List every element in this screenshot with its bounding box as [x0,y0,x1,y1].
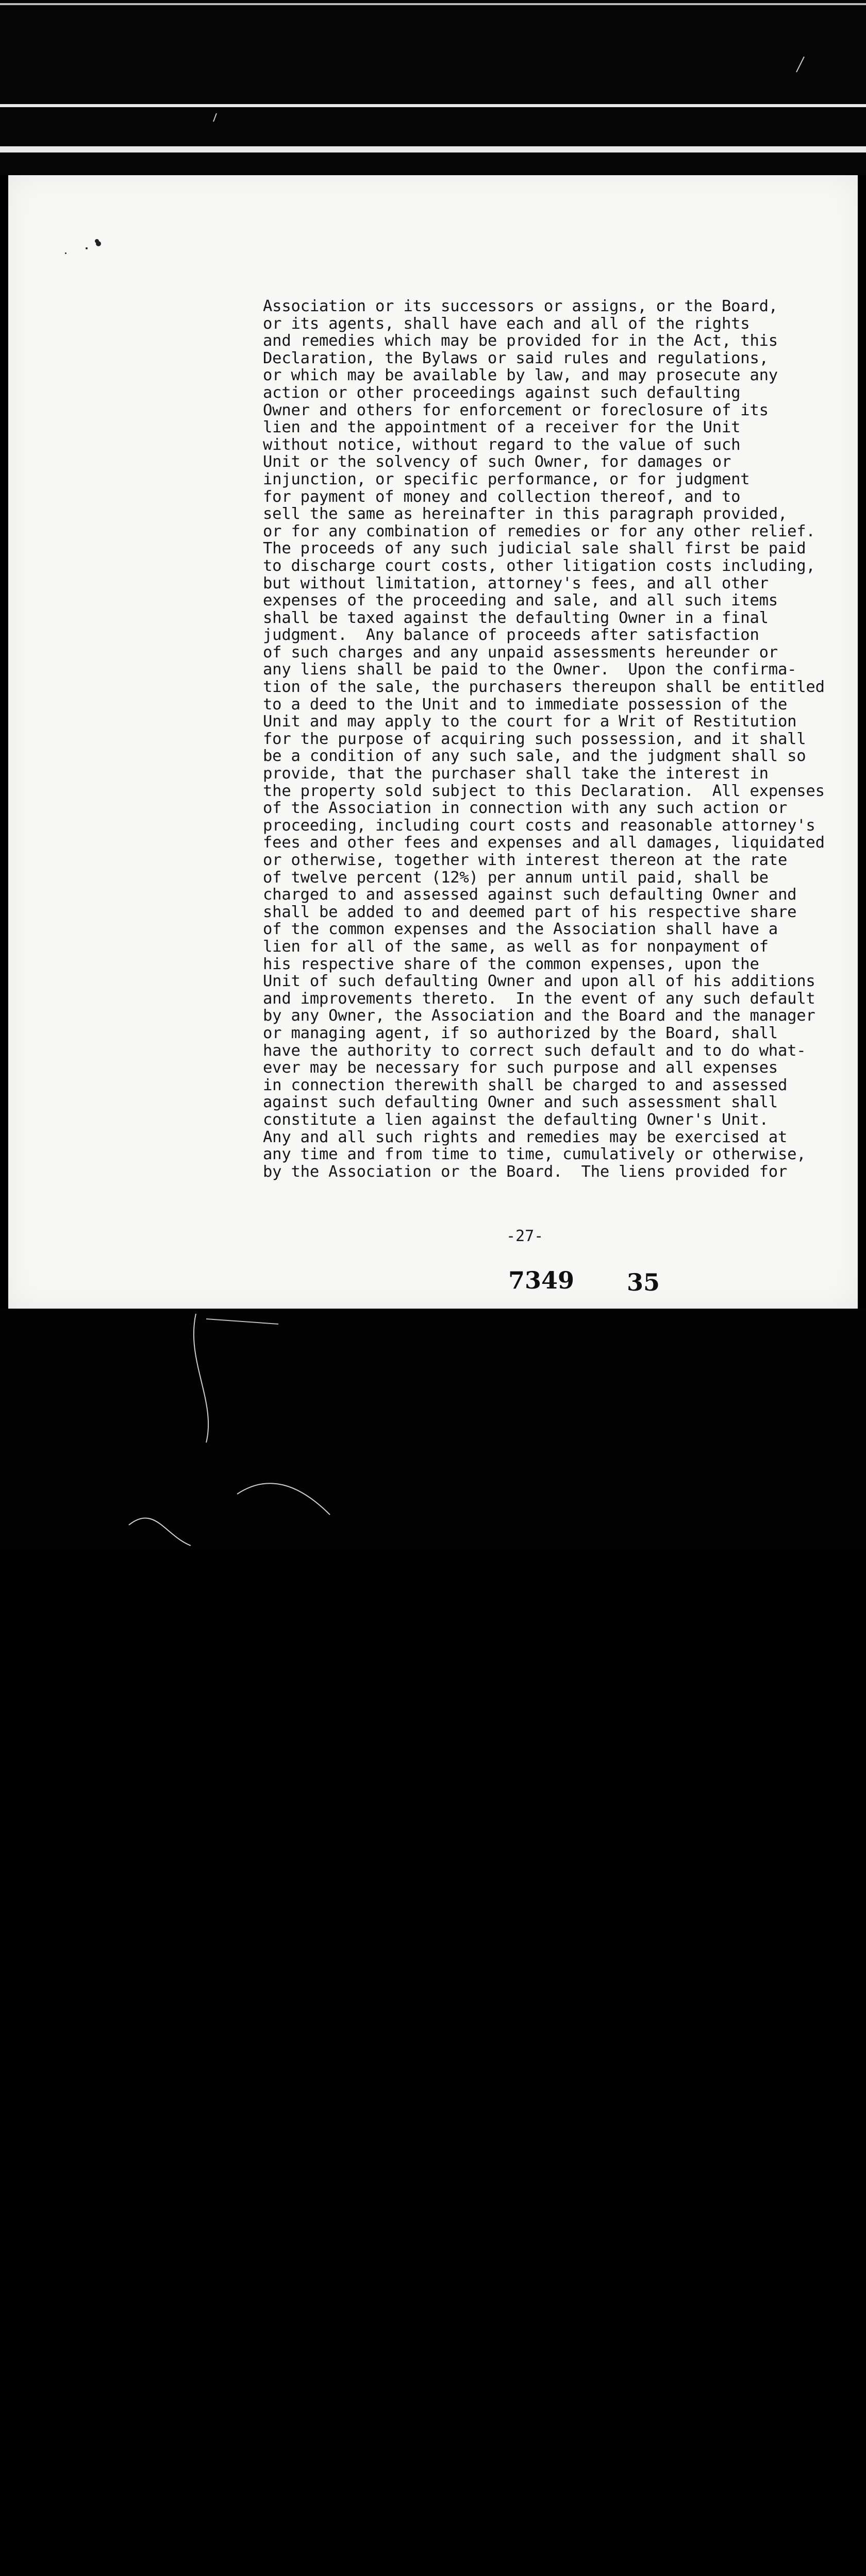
page-number: -27- [506,1227,544,1245]
text-line: Unit of such defaulting Owner and upon all of his additions [263,972,815,991]
text-line: proceeding, including court costs and reasonable attorney's [263,816,815,835]
text-line: The proceeds of any such judicial sale shall first be paid [263,539,806,558]
text-line: by the Association or the Board. The liens provided for [263,1162,788,1181]
text-line: Unit and may apply to the court for a Writ of Restitution [263,713,797,731]
text-line: or managing agent, if so authorized by the Board, shall [263,1024,778,1042]
text-line: or for any combination of remedies or for any other relief. [263,522,815,540]
text-line: lien and the appointment of a receiver for the Unit [263,418,741,437]
text-line: Any and all such rights and remedies may be exercised at [263,1128,788,1146]
text-line: judgment. Any balance of proceeds after satisfaction [263,626,759,645]
text-line: injunction, or specific performance, or for judgment [263,470,750,488]
text-line: without notice, without regard to the value of such [263,435,741,454]
text-line: his respective share of the common expenses, upon the [263,955,759,973]
text-line: any liens shall be paid to the Owner. Upon the confirma- [263,660,797,679]
text-line: in connection therewith shall be charged to and assessed [263,1076,788,1094]
text-line: have the authority to correct such default and to do what- [263,1041,806,1060]
text-line: sell the same as hereinafter in this paragraph provided, [263,505,788,523]
text-line: be a condition of any such sale, and the judgment shall so [263,747,806,766]
recording-page-number: 35 [627,1268,660,1296]
text-line: Association or its successors or assigns, or the Board, [263,297,778,315]
text-line: any time and from time to time, cumulatively or otherwise, [263,1145,806,1164]
text-line: to discharge court costs, other litigation costs including, [263,556,815,575]
text-line: to a deed to the Unit and to immediate possession of the [263,695,788,714]
text-line: Owner and others for enforcement or foreclosure of its [263,401,769,419]
text-line: by any Owner, the Association and the Board and the manager [263,1007,815,1025]
text-line: Unit or the solvency of such Owner, for damages or [263,453,731,471]
text-line: lien for all of the same, as well as for nonpayment of [263,937,769,956]
text-line: shall be taxed against the defaulting Owner in a final [263,608,769,627]
text-line: and improvements thereto. In the event of any such default [263,989,815,1008]
text-line: against such defaulting Owner and such assessment shall [263,1093,778,1112]
text-line: or which may be available by law, and may prosecute any [263,366,778,385]
text-line: for the purpose of acquiring such possession, and it shall [263,730,806,748]
text-line: or otherwise, together with interest thereon at the rate [263,851,788,869]
text-line: of twelve percent (12%) per annum until paid, shall be [263,868,769,887]
text-line: shall be added to and deemed part of his respective share [263,903,797,921]
text-line: the property sold subject to this Declaration. All expenses [263,782,825,800]
text-line: of the common expenses and the Association shall have a [263,920,778,939]
text-line: for payment of money and collection thereof, and to [263,487,741,506]
text-line: charged to and assessed against such defaulting Owner and [263,886,797,904]
text-line: action or other proceedings against such defaulting [263,383,741,402]
text-line: or its agents, shall have each and all of the rights [263,314,750,333]
text-line: expenses of the proceeding and sale, and all such items [263,591,778,610]
text-line: and remedies which may be provided for in the Act, this [263,332,778,350]
text-line: constitute a lien against the defaulting Owner's Unit. [263,1110,769,1129]
text-line: of such charges and any unpaid assessments hereunder or [263,643,778,662]
text-line: but without limitation, attorney's fees, and all other [263,574,769,592]
text-line: fees and other fees and expenses and all damages, liquidated [263,834,825,852]
text-line: tion of the sale, the purchasers thereupon shall be entitled [263,678,825,697]
recording-book-number: 7349 [508,1266,575,1294]
text-line: of the Association in connection with any such action or [263,799,788,818]
text-line: ever may be necessary for such purpose and all expenses [263,1059,778,1077]
text-line: Declaration, the Bylaws or said rules and regulations, [263,349,769,367]
text-line: provide, that the purchaser shall take the interest in [263,765,769,783]
